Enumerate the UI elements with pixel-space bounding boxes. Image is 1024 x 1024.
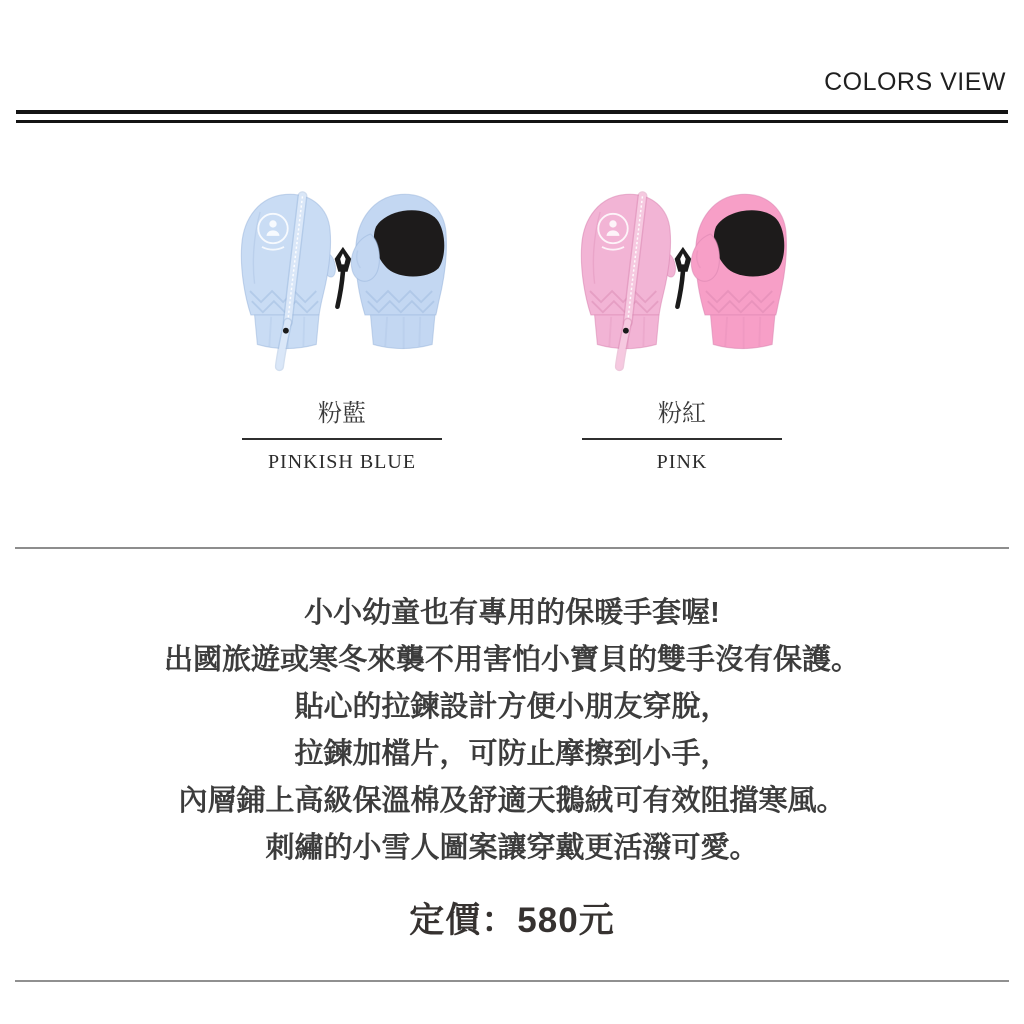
thumb [351,234,379,281]
color-name-rule [242,438,442,440]
price-label: 定價：580元 [409,901,615,940]
mitten-palm [691,194,786,349]
product-pink [562,186,802,474]
description-line: 刺繡的小雪人圖案讓穿戴更活潑可愛。 [265,832,759,864]
color-name-zh: 粉紅 [658,400,706,427]
zipper-slider-icon [283,328,289,334]
color-name-rule [582,438,782,440]
products-row [0,186,1024,474]
color-name-en: PINK [656,451,708,473]
description-line: 貼心的拉鍊設計方便小朋友穿脫， [294,691,730,723]
color-name-en: PINKISH BLUE [267,451,417,473]
section-divider-bottom [15,980,1009,982]
product-description [0,590,1024,872]
top-rule-thick [16,110,1008,114]
mittens-image-pinkish-blue [227,186,457,375]
description-line: 小小幼童也有專用的保暖手套喔! [304,597,720,629]
section-divider-top [15,547,1009,549]
mitten-palm [351,194,446,349]
product-pinkish-blue [222,186,462,474]
description-line: 出國旅遊或寒冬來襲不用害怕小寶貝的雙手沒有保護。 [163,644,860,676]
description-line: 內層鋪上高級保溫棉及舒適天鵝絨可有效阻擋寒風。 [178,785,846,817]
colors-view-title: COLORS VIEW [824,68,1006,96]
mittens-image-pink [567,186,797,375]
thumb [691,234,719,281]
zipper-pull-icon [675,247,692,307]
zipper-slider-icon [623,328,629,334]
color-name-zh: 粉藍 [318,400,366,427]
top-rule-thin [16,120,1008,123]
description-line: 拉鍊加檔片，可防止摩擦到小手， [294,738,730,770]
mitten-back [241,194,337,366]
zipper-pull-icon [335,247,352,307]
mitten-back [581,194,677,366]
